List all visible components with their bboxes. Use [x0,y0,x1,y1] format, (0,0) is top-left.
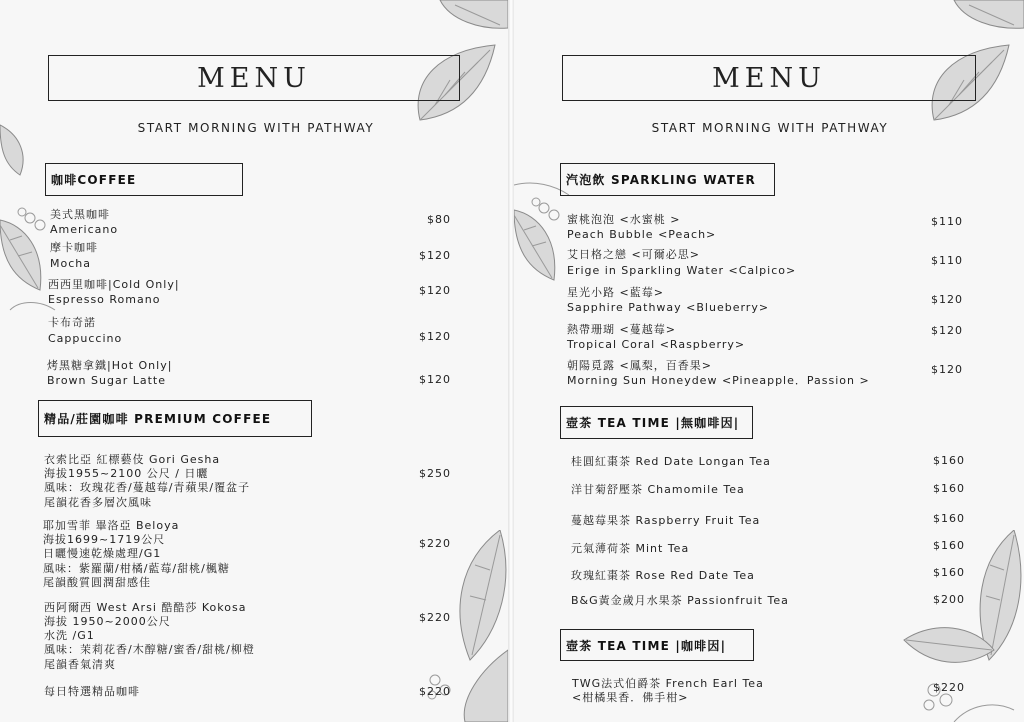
tea-caffeine-section-heading: 壺茶 TEA TIME |咖啡因| [560,629,754,661]
left-menu-page [0,0,508,722]
item-line: TWG法式伯爵茶 French Earl Tea [572,677,764,690]
item-price: $110 [931,254,963,267]
item-line: 尾韻花香多層次風味 [44,496,152,509]
item-name-en: Erige in Sparkling Water <Calpico> [567,264,797,277]
coffee-section-heading: 咖啡COFFEE [45,163,243,196]
item-price: $120 [931,293,963,306]
menu-tagline: START MORNING WITH PATHWAY [651,121,889,135]
item-price: $160 [933,566,965,579]
item-line: 尾韻香氣清爽 [44,658,116,671]
right-menu-page [514,0,1024,722]
item-price: $160 [933,482,965,495]
item-price: $250 [419,467,451,480]
item-price: $120 [931,324,963,337]
item-name-en: Americano [50,223,119,236]
item-name: 蔓越莓果茶 Raspberry Fruit Tea [571,514,761,527]
item-name-zh: 卡布奇諾 [48,316,96,329]
item-price: $120 [419,330,451,343]
item-line: 西阿爾西 West Arsi 酷酷莎 Kokosa [44,601,247,614]
item-name-zh: 星光小路 <藍莓> [567,286,664,299]
item-line: 海拔 1950~2000公尺 [44,615,171,628]
item-name-en: Tropical Coral <Raspberry> [567,338,746,351]
item-line: 衣索比亞 紅標藝伎 Gori Gesha [44,453,221,466]
item-name-en: Sapphire Pathway <Blueberry> [567,301,770,314]
item-name-en: Cappuccino [48,332,123,345]
menu-tagline: START MORNING WITH PATHWAY [137,121,375,135]
tea-decaf-section-heading: 壺茶 TEA TIME |無咖啡因| [560,406,753,439]
item-price: $120 [419,284,451,297]
item-name-zh: 熱帶珊瑚 <蔓越莓> [567,323,676,336]
item-line: 風味：紫羅蘭/柑橘/藍莓/甜桃/楓糖 [43,562,230,575]
item-name-zh: 美式黑咖啡 [50,208,110,221]
item-price: $220 [419,611,451,624]
item-price: $160 [933,454,965,467]
item-name: 玫瑰紅棗茶 Rose Red Date Tea [571,569,755,582]
item-price: $80 [427,213,451,226]
premium-coffee-section-heading: 精品/莊園咖啡 PREMIUM COFFEE [38,400,312,437]
item-name-zh: 烤黑糖拿鐵|Hot Only| [47,359,173,372]
item-line: <柑橘果香．佛手柑> [572,691,689,704]
item-line: 每日特選精品咖啡 [44,685,140,698]
item-name-en: Mocha [50,257,91,270]
item-line: 海拔1699~1719公尺 [43,533,166,546]
item-line: 風味：玫瑰花香/蔓越莓/青蘋果/覆盆子 [44,481,251,494]
item-line: 海拔1955~2100 公尺 / 日曬 [44,467,209,480]
item-price: $160 [933,512,965,525]
item-name-zh: 西西里咖啡|Cold Only| [48,278,180,291]
item-name: 元氣薄荷茶 Mint Tea [571,542,690,555]
item-price: $110 [931,215,963,228]
item-name-zh: 朝陽覓露 <鳳梨，百香果> [567,359,712,372]
item-price: $160 [933,539,965,552]
item-name-zh: 摩卡咖啡 [50,241,98,254]
item-name-en: Brown Sugar Latte [47,374,166,387]
item-price: $120 [419,249,451,262]
menu-title: MENU [562,55,976,101]
leaf-illustration-left-edge [0,120,30,180]
item-line: 水洗 /G1 [44,629,95,642]
item-name: 洋甘菊舒壓茶 Chamomile Tea [571,483,745,496]
item-line: 耶加雪菲 畢洛亞 Beloya [43,519,180,532]
sparkling-water-section-heading: 汽泡飲 SPARKLING WATER [560,163,775,196]
item-name-en: Espresso Romano [48,293,161,306]
item-name-zh: 蜜桃泡泡 <水蜜桃 > [567,213,681,226]
item-name-en: Peach Bubble <Peach> [567,228,717,241]
item-price: $120 [931,363,963,376]
item-price: $200 [933,593,965,606]
item-line: 尾韻酸質圓潤甜感佳 [43,576,151,589]
item-price: $220 [933,681,965,694]
item-name-en: Morning Sun Honeydew <Pineapple．Passion > [567,374,870,387]
menu-title: MENU [48,55,460,101]
item-name: 桂圓紅棗茶 Red Date Longan Tea [571,455,771,468]
item-price: $220 [419,537,451,550]
item-name: B&G黃金歲月水果茶 Passionfruit Tea [571,594,789,607]
item-name-zh: 艾日格之戀 <可爾必思> [567,248,700,261]
item-line: 日曬慢速乾燥處理/G1 [43,547,162,560]
item-price: $220 [419,685,451,698]
item-line: 風味：茉莉花香/木醇糖/蜜香/甜桃/柳橙 [44,643,255,656]
item-price: $120 [419,373,451,386]
